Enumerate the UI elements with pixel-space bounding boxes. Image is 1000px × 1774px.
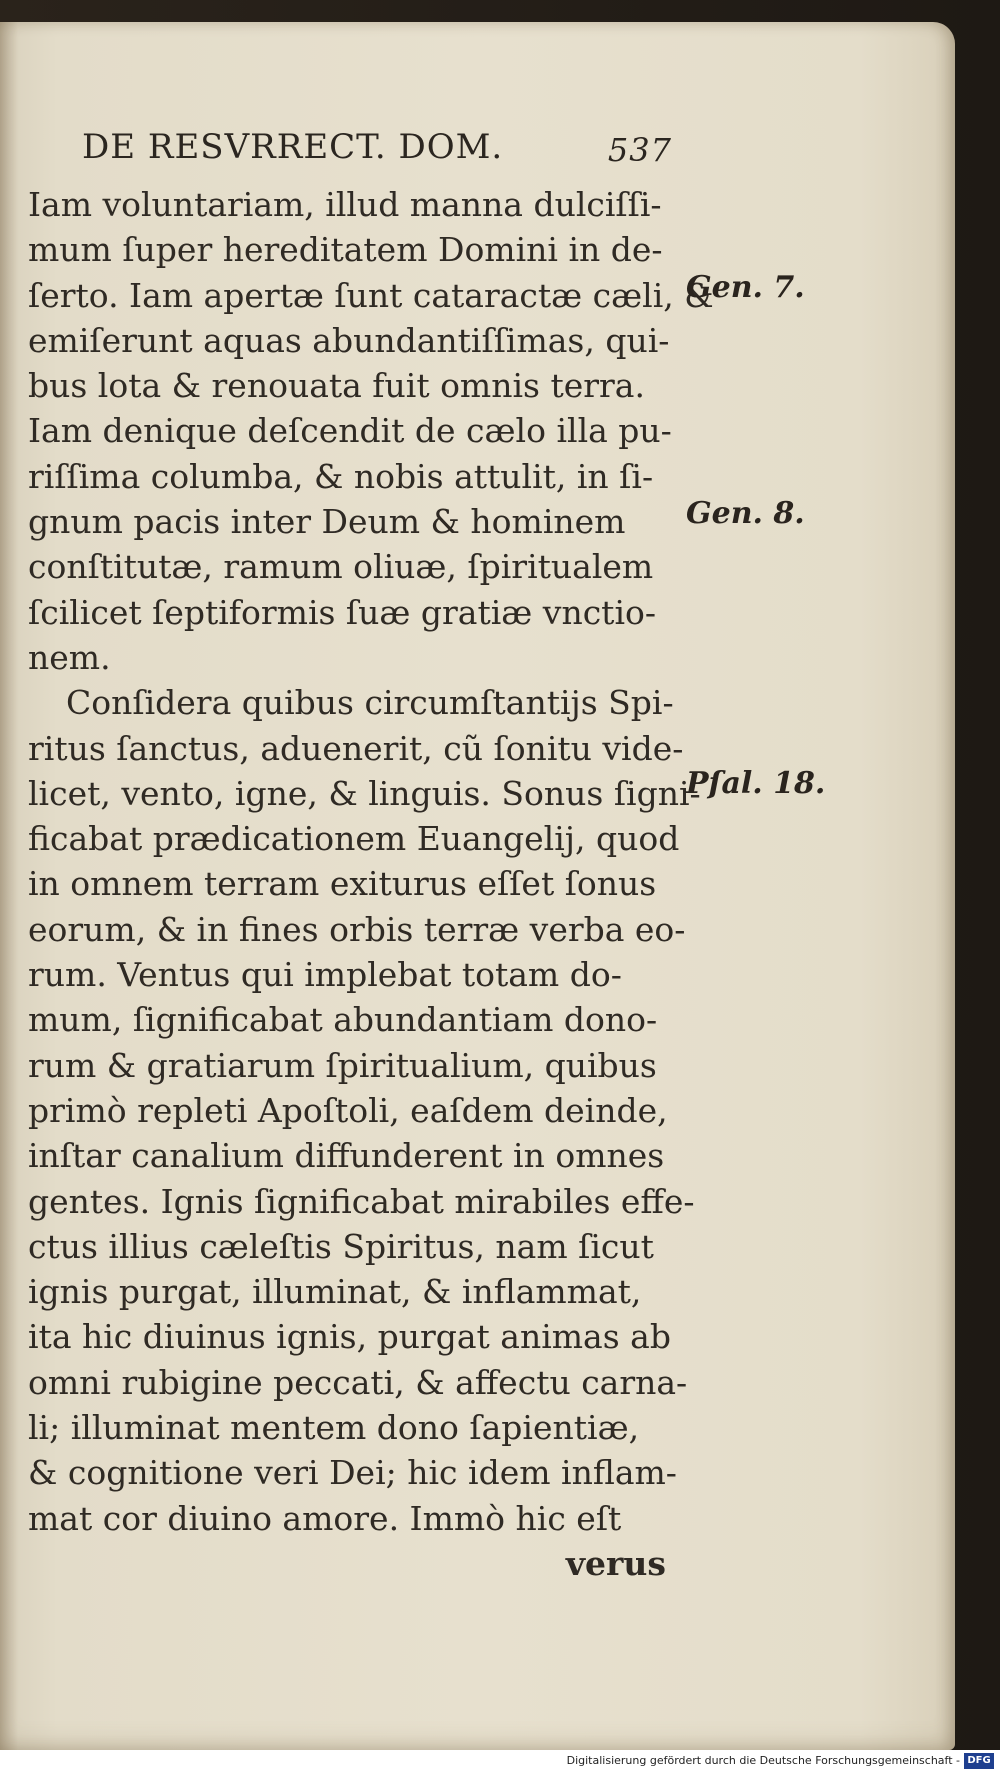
text-line: conſtitutæ, ramum oliuæ, ſpiritualem xyxy=(28,547,654,587)
margin-note-gen7: Gen. 7. xyxy=(686,270,805,305)
body-text xyxy=(28,182,714,1586)
text-line: mum, ſignificabat abundantiam dono- xyxy=(28,1000,658,1040)
running-title: DE RESVRRECT. DOM. xyxy=(82,127,504,167)
text-line: emiſerunt aquas abundantiſſimas, qui- xyxy=(28,320,670,360)
text-line: ſcilicet ſeptiformis ſuæ gratiæ vnctio- xyxy=(28,592,657,632)
book-page xyxy=(0,22,955,1750)
dfg-logo: DFG xyxy=(964,1753,994,1769)
text-line: gnum pacis inter Deum & hominem xyxy=(28,502,626,542)
text-line: riſſima columba, & nobis attulit, in ſi- xyxy=(28,456,654,496)
text-line: & cognitione veri Dei; hic idem inflam- xyxy=(28,1453,677,1493)
catchword: verus xyxy=(565,1543,666,1583)
text-line: nem. xyxy=(28,637,111,677)
funding-credit: Digitalisierung gefördert durch die Deutsche Forschungsgemeinschaft - xyxy=(566,1754,960,1767)
text-line: omni rubigine peccati, & affectu carna- xyxy=(28,1362,688,1402)
text-line: bus lota & renouata fuit omnis terra. xyxy=(28,366,645,406)
text-line: Iam denique deſcendit de cælo illa pu- xyxy=(28,411,672,451)
text-line: ignis purgat, illuminat, & inflammat, xyxy=(28,1272,642,1312)
text-line: ſerto. Iam apertæ ſunt cataractæ cæli, & xyxy=(28,275,714,315)
page-number: 537 xyxy=(607,131,672,169)
text-line: mat cor diuino amore. Immò hic eſt xyxy=(28,1498,622,1538)
margin-note-gen8: Gen. 8. xyxy=(686,496,805,531)
text-line: Iam voluntariam, illud manna dulciſſi- xyxy=(28,185,662,224)
text-line: ctus illius cæleſtis Spiritus, nam ſicut xyxy=(28,1226,654,1266)
text-line: ita hic diuinus ignis, purgat animas ab xyxy=(28,1317,671,1357)
text-line: in omnem terram exiturus eſſet ſonus xyxy=(28,864,657,904)
text-line: rum. Ventus qui implebat totam do- xyxy=(28,955,622,995)
margin-note-psal18: Pſal. 18. xyxy=(686,766,826,801)
text-line: inſtar canalium diffunderent in omnes xyxy=(28,1136,665,1176)
text-line: mum ſuper hereditatem Domini in de- xyxy=(28,230,663,270)
text-line: li; illuminat mentem dono ſapientiæ, xyxy=(28,1408,640,1448)
text-line: licet, vento, igne, & linguis. Sonus ſigni- xyxy=(28,773,701,813)
text-line: gentes. Ignis ſignificabat mirabiles effe- xyxy=(28,1181,695,1221)
digitization-footer xyxy=(0,1750,1000,1774)
text-line: ritus ſanctus, aduenerit, cũ ſonitu vide- xyxy=(28,728,684,768)
running-header xyxy=(82,127,672,173)
text-line: eorum, & in fines orbis terræ verba eo- xyxy=(28,909,686,949)
text-line: rum & gratiarum ſpiritualium, quibus xyxy=(28,1045,657,1085)
text-line: ficabat prædicationem Euangelij, quod xyxy=(28,819,680,859)
text-line: primò repleti Apoſtoli, eaſdem deinde, xyxy=(28,1090,668,1130)
text-line: Conſidera quibus circumſtantijs Spi- xyxy=(66,683,674,723)
